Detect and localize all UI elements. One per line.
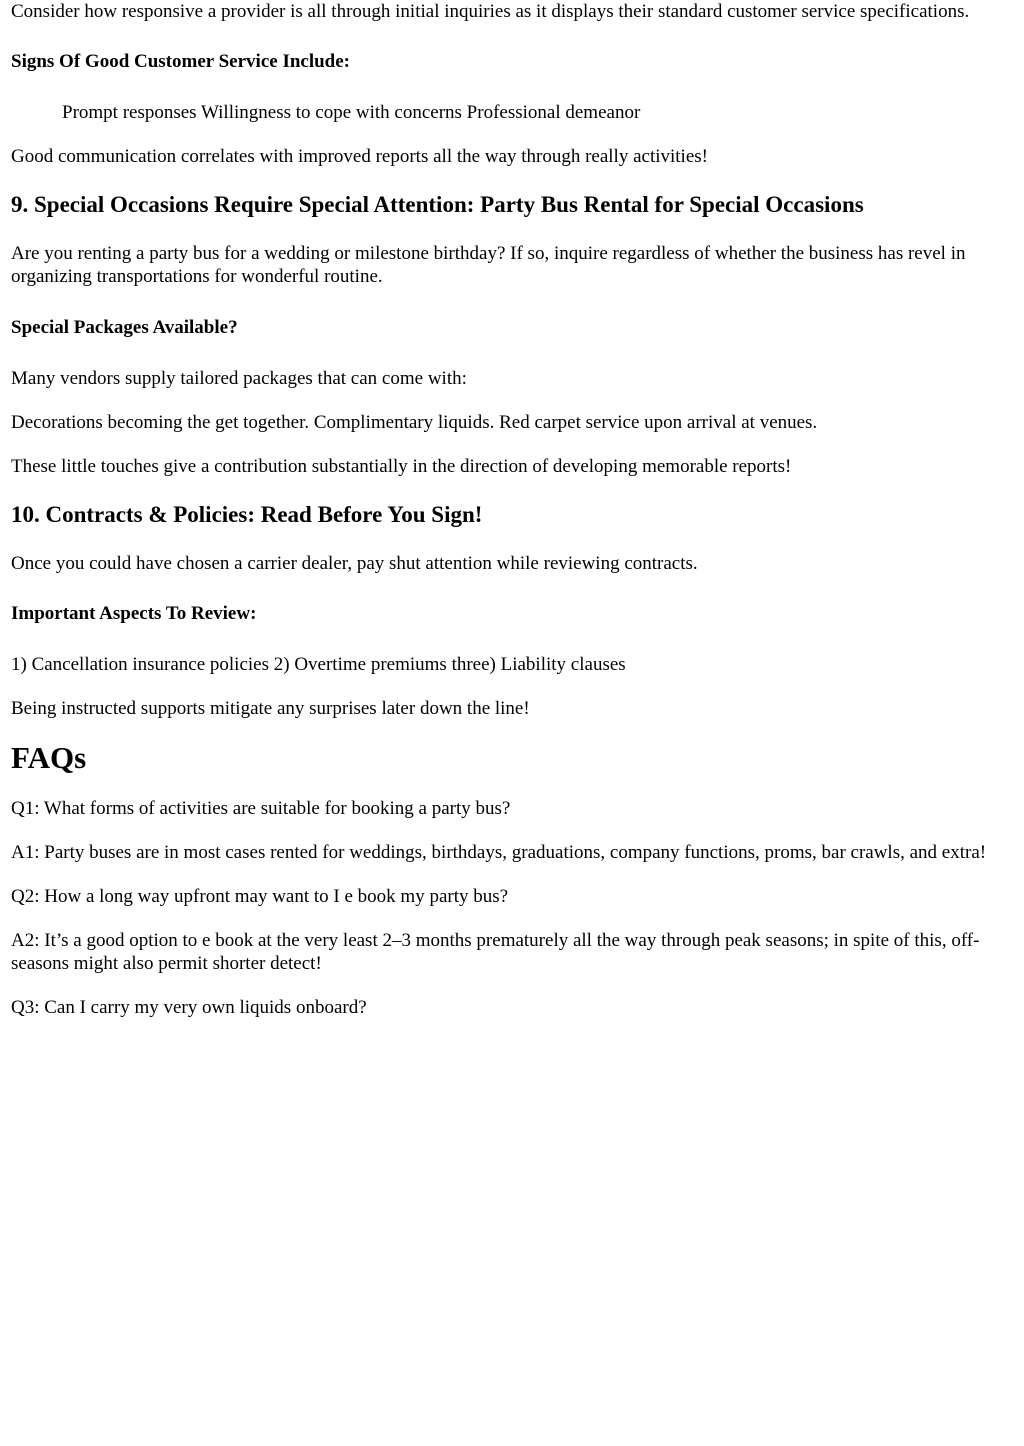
heading-faqs: FAQs [11, 740, 87, 775]
heading-special-packages: Special Packages Available? [11, 317, 238, 338]
faq-question-1: Q1: What forms of activities are suitable for booking a party bus? [11, 798, 511, 819]
paragraph-good-communication: Good communication correlates with improved reports all the way through really activities! [11, 146, 708, 167]
faq-answer-2: A2: It’s a good option to e book at the very least 2–3 months prematurely all the way through peak seasons; in spite of this, off-seasons might also permit shorter detect! [11, 930, 980, 974]
heading-section-9: 9. Special Occasions Require Special Attention: Party Bus Rental for Special Occasions [11, 192, 864, 217]
article-body [11, 0, 1001, 1019]
paragraph-renting: Are you renting a party bus for a wedding or milestone birthday? If so, inquire regardless of whether the business has revel in organizing transportations for wonderful routine. [11, 243, 966, 287]
paragraph-aspects-list: 1) Cancellation insurance policies 2) Overtime premiums three) Liability clauses [11, 654, 626, 675]
paragraph-consider: Consider how responsive a provider is all through initial inquiries as it displays their standard customer service specifications. [11, 1, 970, 22]
faq-question-2: Q2: How a long way upfront may want to I e book my party bus? [11, 886, 509, 907]
paragraph-once: Once you could have chosen a carrier dealer, pay shut attention while reviewing contracts. [11, 553, 698, 574]
paragraph-decorations: Decorations becoming the get together. Complimentary liquids. Red carpet service upon arrival at venues. [11, 412, 818, 433]
faq-question-3: Q3: Can I carry my very own liquids onboard? [11, 997, 367, 1018]
paragraph-touches: These little touches give a contribution substantially in the direction of developing memorable reports! [11, 456, 792, 477]
heading-section-10: 10. Contracts & Policies: Read Before You Sign! [11, 502, 483, 527]
faq-answer-1: A1: Party buses are in most cases rented for weddings, birthdays, graduations, company functions, proms, bar crawls, and extra! [11, 842, 987, 863]
list-signs: Prompt responses Willingness to cope with concerns Professional demeanor [62, 102, 641, 123]
paragraph-vendors: Many vendors supply tailored packages that can come with: [11, 368, 467, 389]
paragraph-instructed: Being instructed supports mitigate any surprises later down the line! [11, 698, 530, 719]
heading-important-aspects: Important Aspects To Review: [11, 603, 257, 624]
heading-signs-of-good-service: Signs Of Good Customer Service Include: [11, 51, 351, 72]
